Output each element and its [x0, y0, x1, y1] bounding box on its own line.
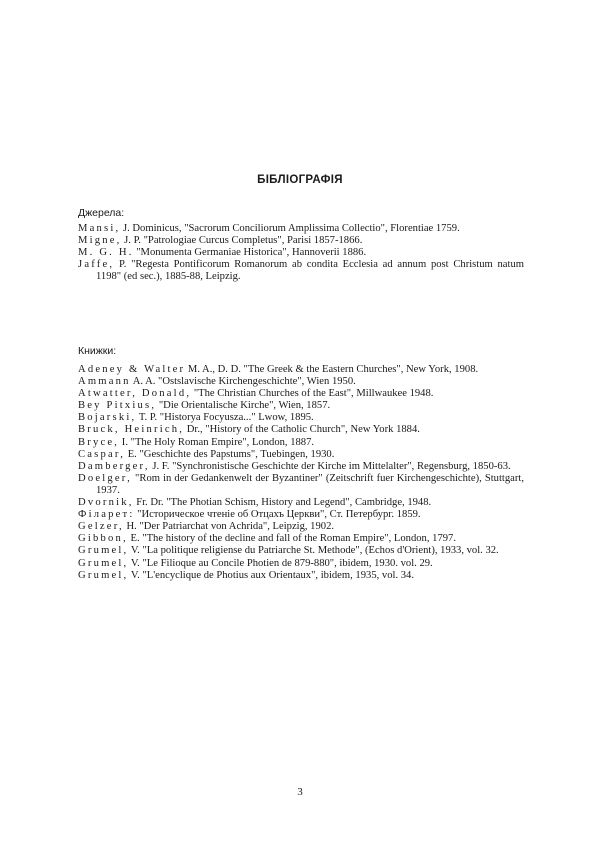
entry-citation: V. "L'encyclique de Photius aux Orientaux", ibidem, 1935, vol. 34. [128, 569, 414, 581]
bibliography-entry [78, 376, 524, 388]
bibliography-entry [78, 473, 524, 497]
bibliography-entry [78, 364, 524, 376]
bibliography-entry [78, 223, 524, 235]
entry-author: Damberger, [78, 460, 150, 472]
bibliography-entry [78, 388, 524, 400]
entry-citation: "Историческое чтеніе об Отцахъ Церкви", Ст. Петербург. 1859. [134, 509, 421, 521]
entry-citation: A. A. "Ostslavische Kirchengeschichte", Wien 1950. [130, 376, 356, 388]
entry-author: Dvornik, [78, 497, 134, 509]
entry-author: Gelzer, [78, 521, 124, 533]
entry-citation: "The Christian Churches of the East", Millwaukee 1948. [191, 388, 434, 400]
entry-author: Grumel, [78, 557, 129, 569]
entry-citation: J. F. "Synchronistische Geschichte der Kirche im Mittelalter", Regensburg, 1850-63. [149, 460, 511, 472]
entry-citation: V. "Le Filioque au Concile Photien de 879-880", ibidem, 1930. vol. 29. [128, 557, 433, 569]
entry-citation: H. "Der Patriarchat von Achrida", Leipzig, 1902. [123, 521, 335, 533]
entry-citation: J. P. "Patrologiae Curcus Completus", Parisi 1857-1866. [121, 235, 363, 247]
entry-author: Bruck, Heinrich, [78, 424, 185, 436]
entry-citation: T. P. "Historya Focyusza..." Lwow, 1895. [136, 412, 314, 424]
bibliography-entry [78, 570, 524, 582]
entry-citation: "Die Orientalische Kirche", Wien, 1857. [156, 400, 331, 412]
bibliography-entry [78, 533, 524, 545]
bibliography-entry [78, 412, 524, 424]
entry-author: Caspar, [78, 448, 126, 460]
entry-author: Atwatter, Donald, [78, 388, 192, 400]
sources-heading: Джерела: [78, 207, 125, 219]
entry-author: Adeney & Walter [78, 364, 186, 375]
sources-list [78, 223, 524, 283]
books-list [78, 364, 524, 582]
page-number: 3 [297, 786, 303, 798]
bibliography-entry [78, 449, 524, 461]
entry-author: Bojarski, [78, 412, 137, 424]
entry-author: Філарет: [78, 509, 135, 521]
entry-author: Bryce, [78, 436, 120, 448]
bibliography-entry [78, 247, 524, 259]
entry-author: Migne, [78, 235, 122, 247]
books-heading: Книжки: [78, 345, 117, 357]
bibliography-entry [78, 424, 524, 436]
bibliography-entry [78, 437, 524, 449]
entry-author: Grumel, [78, 569, 129, 581]
bibliography-entry [78, 558, 524, 570]
entry-author: Gibbon, [78, 533, 128, 545]
entry-citation: E. "The history of the decline and fall of the Roman Empire", London, 1797. [127, 533, 456, 545]
bibliography-entry [78, 235, 524, 247]
bibliography-entry [78, 497, 524, 509]
entry-author: Jaffe, [78, 259, 115, 271]
entry-author: Doelger, [78, 472, 132, 484]
entry-citation: V. "La politique religiense du Patriarche St. Methode", (Echos d'Orient), 1933, vol. 32. [128, 545, 499, 557]
entry-author: Mansi, [78, 223, 121, 234]
page-title: БІБЛІОГРАФІЯ [257, 174, 343, 186]
bibliography-entry [78, 400, 524, 412]
bibliography-entry [78, 509, 524, 521]
entry-citation: Fr. Dr. "The Photian Schism, History and Legend", Cambridge, 1948. [133, 497, 432, 509]
entry-author: Grumel, [78, 545, 129, 557]
bibliography-entry [78, 461, 524, 473]
entry-citation: M. A., D. D. "The Greek & the Eastern Churches", New York, 1908. [185, 364, 479, 375]
entry-citation: J. Dominicus, "Sacrorum Conciliorum Amplissima Collectio", Florentiae 1759. [120, 223, 460, 234]
bibliography-entry [78, 259, 524, 283]
entry-citation: P. "Regesta Pontificorum Romanorum ab condita Ecclesia ad annum post Christum natum 1198" (ed sec.), 1885-88, Leipzig. [96, 259, 524, 283]
entry-author: Bey Pitxius, [78, 400, 157, 412]
entry-citation: E. "Geschichte des Papstums", Tuebingen, 1930. [125, 448, 335, 460]
bibliography-entry [78, 545, 524, 557]
entry-author: Ammann [78, 376, 131, 388]
entry-citation: I. "The Holy Roman Empire", London, 1887. [119, 436, 315, 448]
entry-citation: Dr., "History of the Catholic Church", New York 1884. [184, 424, 420, 436]
entry-citation: "Rom in der Gedankenwelt der Byzantiner" (Zeitschrift fuer Kirchengeschichte), Stuttgart, 1937. [96, 472, 524, 496]
bibliography-entry [78, 521, 524, 533]
entry-author: M. G. H. [78, 247, 134, 259]
entry-citation: "Monumenta Germaniae Historica", Hannoverii 1886. [133, 247, 367, 259]
